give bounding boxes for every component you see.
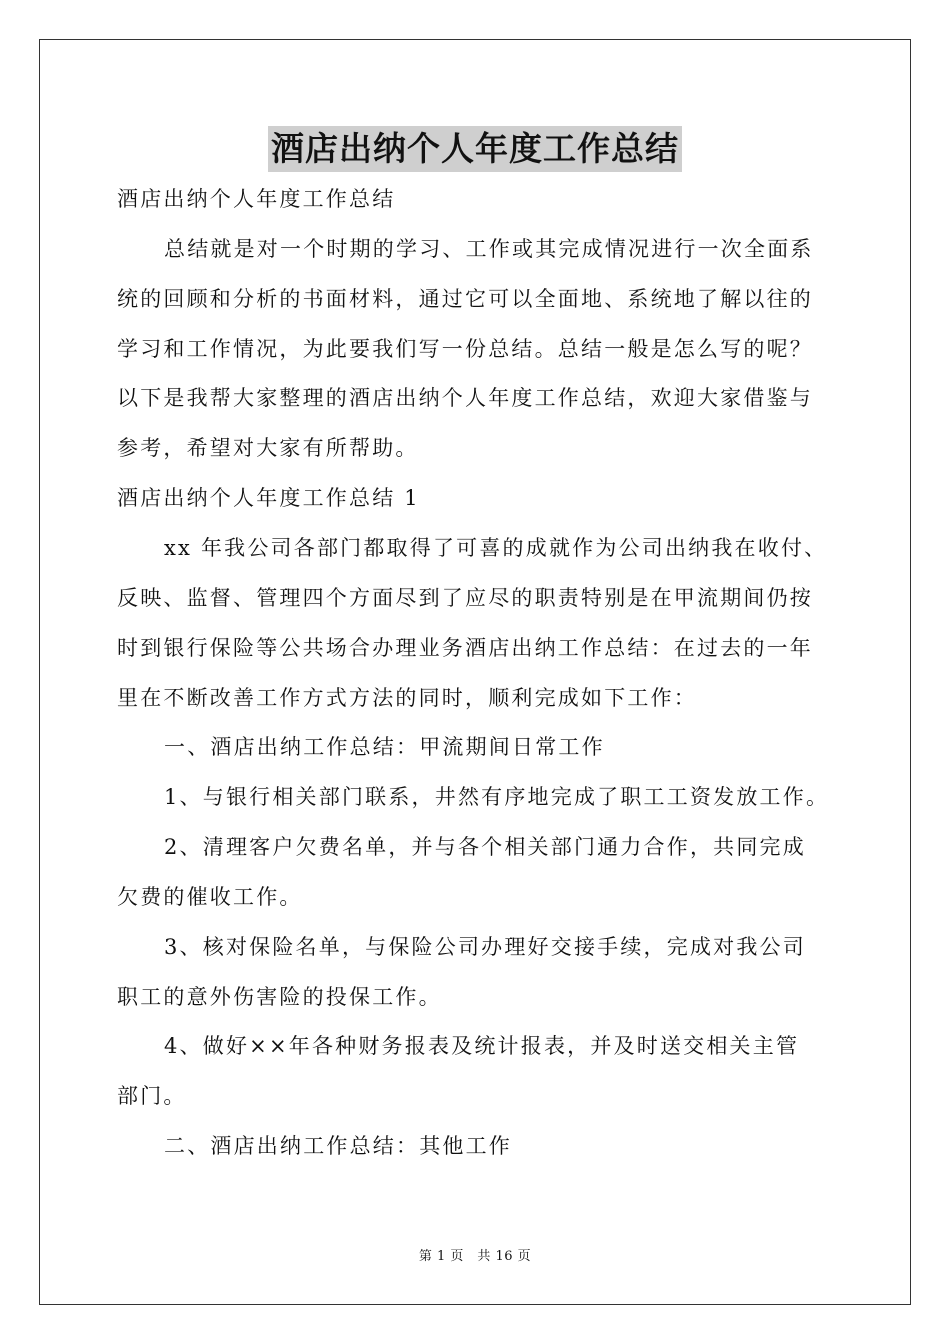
page-footer: 第 1 页 共 16 页 bbox=[418, 1249, 532, 1264]
list-item: 3、核对保险名单，与保险公司办理好交接手续，完成对我公司 bbox=[164, 935, 806, 959]
list-item-continuation: 职工的意外伤害险的投保工作。 bbox=[117, 985, 442, 1009]
subsection-heading: 一、酒店出纳工作总结：甲流期间日常工作 bbox=[164, 735, 605, 759]
paragraph-line: 参考，希望对大家有所帮助。 bbox=[117, 436, 419, 460]
paragraph-line: 反映、监督、管理四个方面尽到了应尽的职责特别是在甲流期间仍按 bbox=[117, 586, 813, 610]
paragraph-line: 统的回顾和分析的书面材料，通过它可以全面地、系统地了解以往的 bbox=[117, 287, 813, 311]
paragraph-line: 以下是我帮大家整理的酒店出纳个人年度工作总结，欢迎大家借鉴与 bbox=[117, 386, 813, 410]
paragraph-line: xx 年我公司各部门都取得了可喜的成就作为公司出纳我在收付、 bbox=[164, 536, 828, 560]
page-border bbox=[39, 39, 911, 1305]
title-wrap bbox=[0, 126, 950, 172]
list-item: 1、与银行相关部门联系，井然有序地完成了职工工资发放工作。 bbox=[164, 785, 830, 809]
list-item-continuation: 部门。 bbox=[117, 1084, 187, 1108]
document-title: 酒店出纳个人年度工作总结 bbox=[268, 126, 682, 172]
section-heading: 酒店出纳个人年度工作总结 1 bbox=[117, 486, 420, 510]
paragraph-line: 时到银行保险等公共场合办理业务酒店出纳工作总结：在过去的一年 bbox=[117, 636, 813, 660]
subsection-heading: 二、酒店出纳工作总结：其他工作 bbox=[164, 1134, 512, 1158]
list-item: 4、做好××年各种财务报表及统计报表，并及时送交相关主管 bbox=[164, 1034, 800, 1058]
list-item-continuation: 欠费的催收工作。 bbox=[117, 885, 303, 909]
paragraph-line: 总结就是对一个时期的学习、工作或其完成情况进行一次全面系 bbox=[164, 237, 814, 261]
paragraph-line: 学习和工作情况，为此要我们写一份总结。总结一般是怎么写的呢？ bbox=[117, 337, 813, 361]
paragraph-line: 里在不断改善工作方式方法的同时，顺利完成如下工作： bbox=[117, 686, 697, 710]
subtitle-line: 酒店出纳个人年度工作总结 bbox=[117, 187, 396, 211]
list-item: 2、清理客户欠费名单，并与各个相关部门通力合作，共同完成 bbox=[164, 835, 806, 859]
